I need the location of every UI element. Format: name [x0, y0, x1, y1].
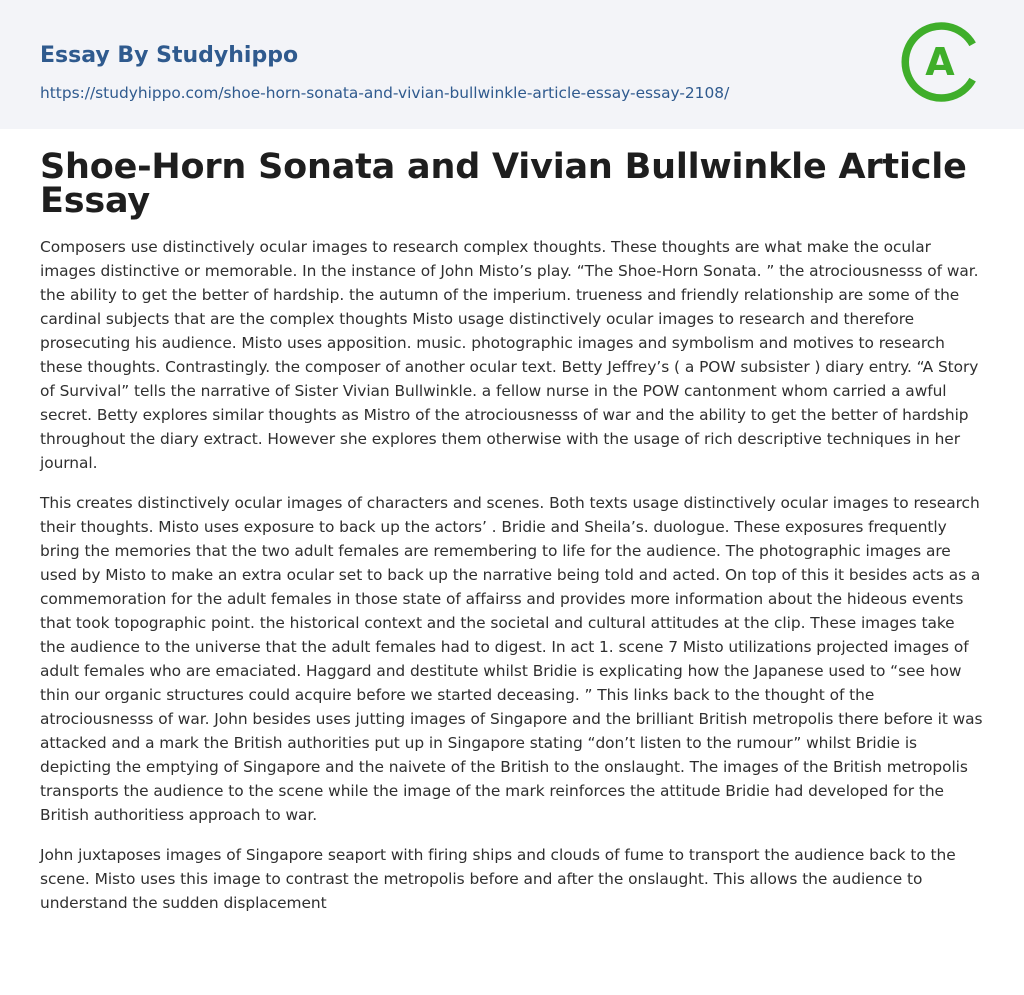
site-title-link[interactable]: Essay By Studyhippo [40, 43, 299, 68]
article [0, 147, 1024, 915]
studyhippo-logo[interactable] [900, 20, 984, 104]
logo-letter: A [925, 40, 955, 84]
article-paragraph-3: John juxtaposes images of Singapore seaport with firing ships and clouds of fume to transport the audience back to the scene. Misto uses this image to contrast the metropolis before and after the onslaught. This allows the audience to understand the sudden displacement [40, 846, 956, 912]
article-paragraph-1: Composers use distinctively ocular images to research complex thoughts. These thoughts are what make the ocular images distinctive or memorable. In the instance of John Misto’s play. “The Shoe-Horn Sonata. ” the atrociousnesss of war. the ability to get the better of hardship. the autumn of the imperium. trueness and friendly relationship are some of the cardinal subjects that are the complex thoughts Misto usage distinctively ocular images to research and therefore prosecuting his audience. Misto uses apposition. music. photographic images and symbolism and motives to research these thoughts. Contrastingly. the composer of another ocular text. Betty Jeffrey’s ( a POW subsister ) diary entry. “A Story of Survival” tells the narrative of Sister Vivian Bullwinkle. a fellow nurse in the POW cantonment whom carried a awful secret. Betty explores similar thoughts as Mistro of the atrociousnesss of war and the ability to get the better of hardship throughout the diary extract. However she explores them otherwise with the usage of rich descriptive techniques in her journal. [40, 238, 979, 472]
logo-ring-icon [900, 20, 984, 104]
article-paragraph-2: This creates distinctively ocular images of characters and scenes. Both texts usage distinctively ocular images to research their thoughts. Misto uses exposure to back up the actors’ . Bridie and Sheila’s. duologue. These exposures frequently bring the memories that the two adult females are remembering to life for the audience. The photographic images are used by Misto to make an extra ocular set to back up the narrative being told and acted. On top of this it besides acts as a commemoration for the adult females in those state of affairss and provides more information about the hideous events that took topographic point. the historical context and the societal and cultural attitudes at the clip. These images take the audience to the universe that the adult females had to digest. In act 1. scene 7 Misto utilizations projected images of adult females who are emaciated. Haggard and destitute whilst Bridie is explicating how the Japanese used to “see how thin our organic structures could acquire before we started deceasing. ” This links back to the thought of the atrociousnesss of war. John besides uses jutting images of Singapore and the brilliant British metropolis there before it was attacked and a mark the British authorities put up in Singapore stating “don’t listen to the rumour” whilst Bridie is depicting the emptying of Singapore and the naivete of the British to the onslaught. The images of the British metropolis transports the audience to the scene while the image of the mark reinforces the attitude Bridie had developed for the British authoritiess approach to war. [40, 494, 983, 824]
page-url-link[interactable]: https://studyhippo.com/shoe-horn-sonata-and-vivian-bullwinkle-article-essay-essay-2108/ [40, 84, 730, 102]
article-title: Shoe-Horn Sonata and Vivian Bullwinkle Article Essay [40, 147, 967, 221]
site-header [0, 0, 1024, 129]
